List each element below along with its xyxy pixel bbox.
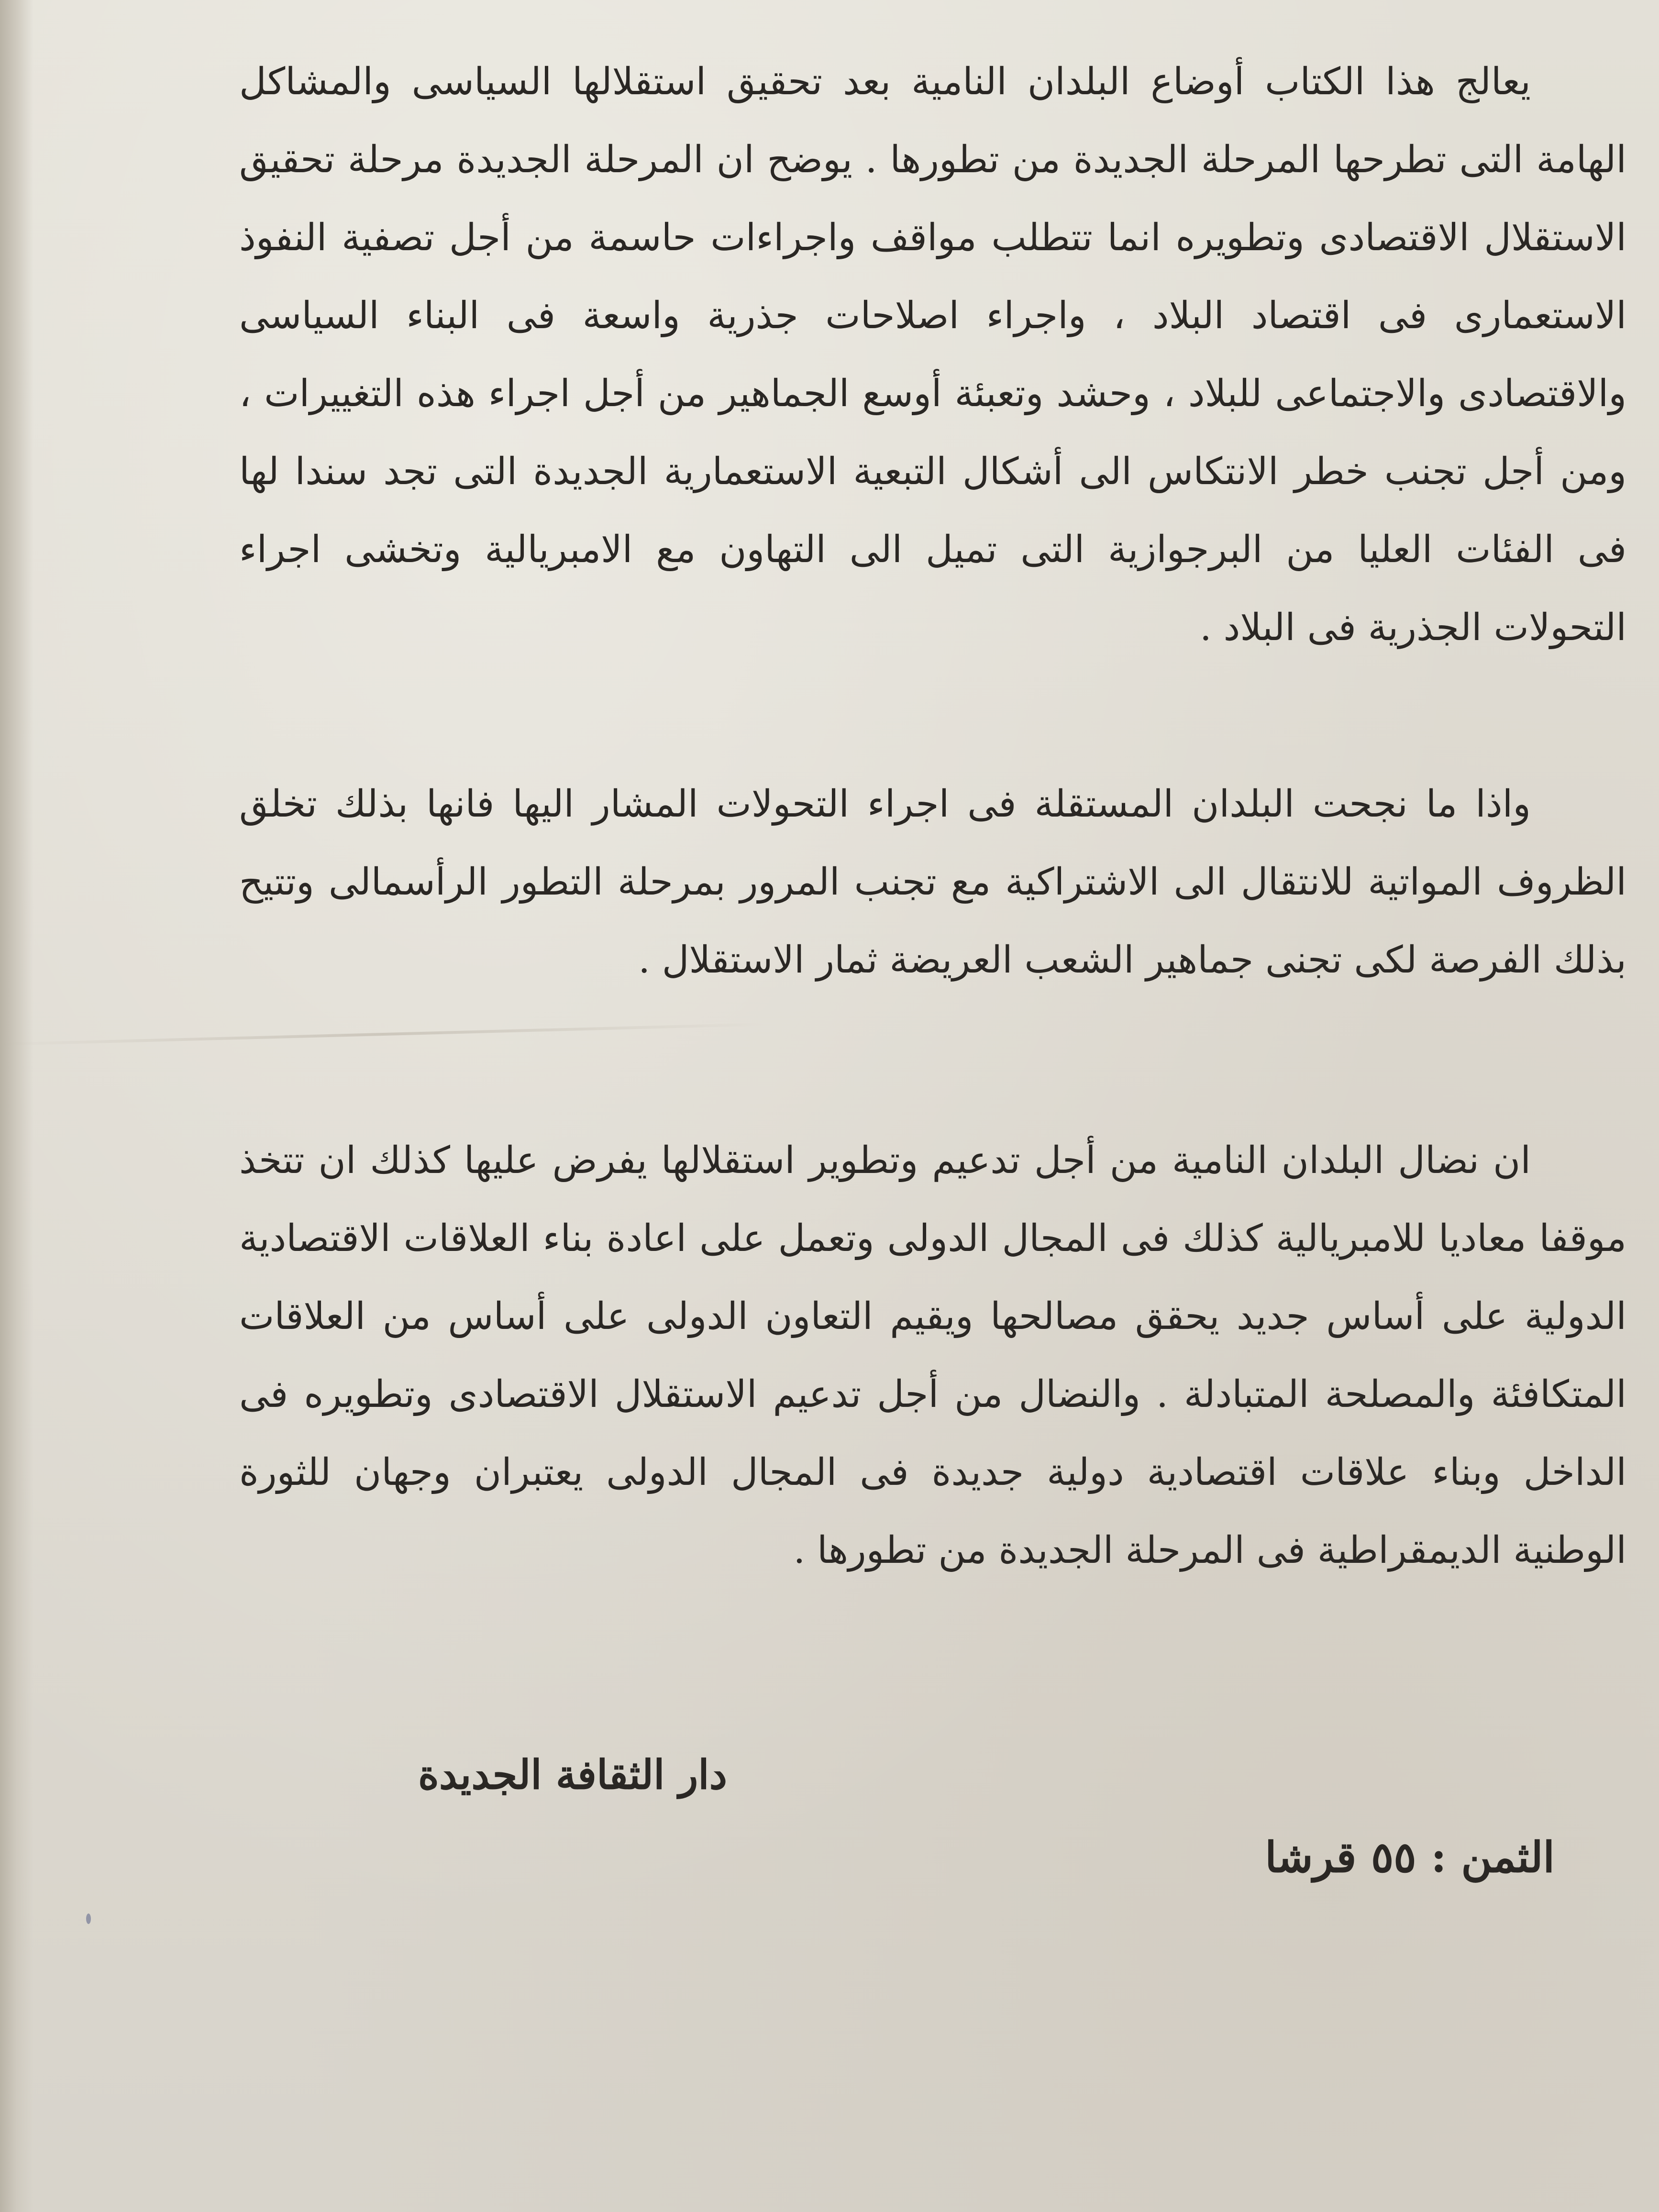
spine-shadow [0, 0, 33, 2212]
paragraph-1-text: يعالج هذا الكتاب أوضاع البلدان النامية بعد تحقيق استقلالها السياسى والمشاكل الهامة التى تطرحها المرحلة الجديدة من تطورها . يوضح ان المرحلة الجديدة مرحلة تحقيق الاستقلال الاقتصادى وتطويره انما تتطلب مواقف واجراءات حاسمة من أجل تصفية النفوذ الاستعمارى فى اقتصاد البلاد ، واجراء اصلاحات جذرية واسعة فى البناء السياسى والاقتصادى والاجتماعى للبلاد ، وحشد وتعبئة أوسع الجماهير من أجل اجراء هذه التغييرات ، ومن أجل تجنب خطر الانتكاس الى أشكال التبعية الاستعمارية الجديدة التى تجد سندا لها فى الفئات العليا من البرجوازية التى تميل الى التهاون مع الامبريالية وتخشى اجراء التحولات الجذرية فى البلاد . [239, 60, 1626, 649]
paragraph-1 [239, 43, 1626, 667]
publisher-name: دار الثقافة الجديدة [418, 1751, 727, 1798]
ink-speck [86, 1913, 91, 1924]
paragraph-2-text: واذا ما نجحت البلدان المستقلة فى اجراء التحولات المشار اليها فانها بذلك تخلق الظروف المواتية للانتقال الى الاشتراكية مع تجنب المرور بمرحلة التطور الرأسمالى وتتيح بذلك الفرصة لكى تجنى جماهير الشعب العريضة ثمار الاستقلال . [239, 783, 1626, 982]
price-label: الثمن : ٥٥ قرشا [1265, 1832, 1555, 1882]
paragraph-3-text: ان نضال البلدان النامية من أجل تدعيم وتطوير استقلالها يفرض عليها كذلك ان تتخذ موقفا معاديا للامبريالية كذلك فى المجال الدولى وتعمل على اعادة بناء العلاقات الاقتصادية الدولية على أساس جديد يحقق مصالحها ويقيم التعاون الدولى على أساس من العلاقات المتكافئة والمصلحة المتبادلة . والنضال من أجل تدعيم الاستقلال الاقتصادى وتطويره فى الداخل وبناء علاقات اقتصادية دولية جديدة فى المجال الدولى يعتبران وجهان للثورة الوطنية الديمقراطية فى المرحلة الجديدة من تطورها . [239, 1139, 1626, 1572]
paper-fold [0, 1023, 765, 1046]
paragraph-2 [239, 765, 1626, 999]
paragraph-3 [239, 1122, 1626, 1590]
